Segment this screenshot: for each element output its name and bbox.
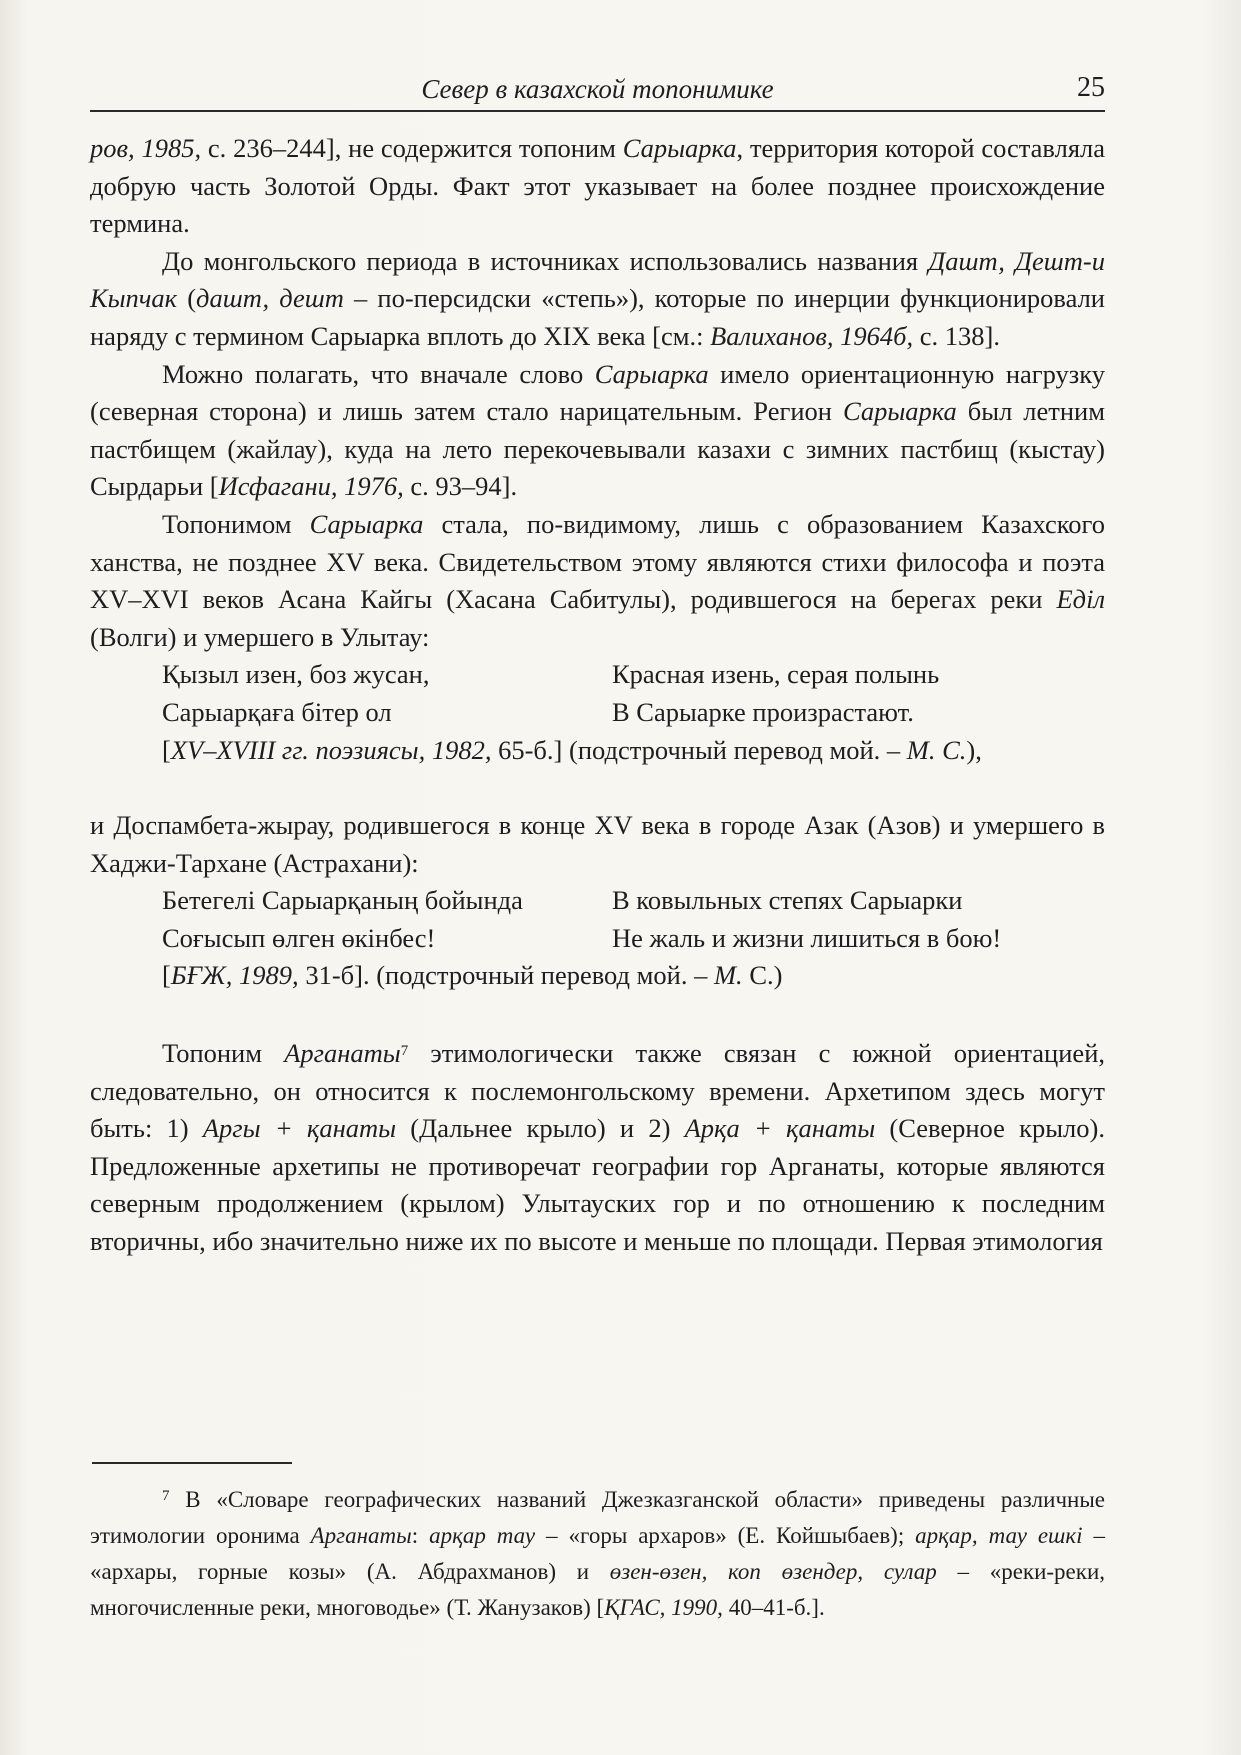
footnote-text [90,1478,1105,1626]
text-run: Топонимом [162,508,310,539]
text-run: [ [162,960,171,991]
text-run: Можно полагать, что вначале слово [162,358,595,389]
text-run: : [411,1523,430,1548]
verse-translation: В ковыльных степях Сарыарки [612,885,963,916]
citation-source: БҒЖ, 1989, [170,960,299,991]
toponym: Сарыарка [622,133,737,163]
citation-author: Валиханов, 1964б, [710,320,914,351]
footnote-separator [92,1462,292,1464]
verse-line [162,920,1105,958]
verse-translation: Красная изень, серая полынь [612,659,940,690]
etymology: өзен-өзен, коп өзендер, сулар [609,1559,937,1584]
paragraph-2 [90,243,1105,356]
text-run: , территория которой составляла добрую часть Золотой Орды. Факт этот указывает на более позднее происхождение термина. [90,133,1105,239]
text-run: – «горы архаров» (Е. Койшыбаев); [535,1523,916,1548]
paragraph-3 [90,356,1105,506]
toponym: Сарыарка [594,358,709,389]
text-run: был летним пастбищем (жайлау), куда на лето перекочевывали казахи с зимних пастбищ (кыстау) Сырдарьи [ [90,396,1106,502]
text-run: с. 93–94]. [403,471,518,502]
toponym: Дашт, Дешт-и Кыпчак [90,245,1105,314]
text-run: ), [966,734,982,765]
text-run: и Доспамбета-жырау, родившегося в конце XV века в городе Азак (Азов) и умершего в Хаджи-Тархане (Астрахани): [90,810,1105,878]
verse-translation: В Сарыарке произрастают. [612,696,914,727]
verse-block-2 [162,882,1105,995]
verse-citation [162,957,1105,995]
text-run: – «архары, горные козы» (А. Абдрахманов) и [90,1523,1106,1584]
page-header [90,70,1105,112]
citation-author: Исфагани, 1976, [218,471,404,502]
citation-author: ров, 1985, [90,133,202,163]
verse-block-1 [162,656,1105,769]
paragraph-1 [90,130,1105,243]
text-run: До монгольского периода в источниках использовались названия [162,245,929,276]
verse-citation [162,732,1105,770]
citation-source: XV–XVIII гг. поэзиясы, 1982, [170,734,492,765]
main-text [90,130,1105,1261]
text-run: – «реки-реки, многочисленные реки, многоводье» (Т. Жанузаков) [ [90,1559,1106,1620]
verse-line [162,882,1105,920]
citation-author: М. С. [906,734,967,765]
paragraph-4 [90,506,1105,656]
text-run: этимологически также связан с южной ориентацией, следовательно, он относится к послемонгольскому времени. Архетипом здесь могут быть: 1) [90,1038,1105,1144]
toponym: Сарыарка [309,508,424,539]
text-run: с. 236–244], не содержится топоним [201,133,623,163]
verse-line [162,656,1105,694]
text-run: С.) [742,960,783,991]
citation-source: ҚГАС, 1990, [604,1595,723,1620]
footnote-7 [90,1478,1105,1626]
text-run: Топоним [162,1038,285,1069]
etymology: арқар, тау ешкі [915,1523,1083,1548]
river-name: Еділ [1056,584,1105,615]
text-run: (Волги) и умершего в Улытау: [90,621,430,652]
archetype: Арқа + қанаты [684,1113,876,1144]
text-run: [ [162,734,171,765]
text-run: 31-б]. (подстрочный перевод мой. – [298,960,714,991]
verse-original: Соғысып өлген өкінбес! [162,922,436,953]
text-run: с. 138]. [913,320,1000,351]
etymology: арқар тау [429,1523,536,1548]
text-run: (Северное крыло). Предложенные архетипы не противоречат географии гор Арганаты, которые являются северным продолжением (крылом) Улытауских гор и по отношению к последним вторичны, ибо значительно ниже их по высоте и меньше по площади. Первая этимология [90,1113,1105,1257]
text-run: стала, по-видимому, лишь с образованием Казахского ханства, не позднее XV века. Свидетельством этому являются стихи философа и поэта XV–XVI веков Асана Кайгы (Хасана Сабитулы), родившегося на берегах реки [90,508,1105,615]
text-run: имело ориентационную нагрузку (северная сторона) и лишь затем стало нарицательным. Регион [90,358,1106,427]
term: дашт, дешт [196,283,344,314]
verse-original: Қызыл изен, боз жусан, [162,659,430,690]
text-run: (Дальнее крыло) и 2) [396,1113,685,1144]
text-run: 40–41-б.]. [722,1595,825,1620]
paragraph-6 [90,1033,1105,1261]
text-run: 65-б.] (подстрочный перевод мой. – [491,734,907,765]
footnote-marker: 7 [162,1488,170,1504]
paragraph-5 [90,807,1105,882]
verse-original: Бетегелі Сарыарқаның бойында [162,885,523,916]
toponym: Арганаты [284,1038,401,1069]
citation-author: М. [713,960,743,991]
text-run: ( [177,283,197,314]
footnote-reference[interactable]: 7 [400,1043,409,1060]
text-run: – по-персидски «степь»), которые по инерции функционировали наряду с термином Сарыарка вплоть до XIX века [см.: [90,283,1105,351]
page-number: 25 [1077,72,1105,103]
verse-line [162,694,1105,732]
verse-translation: Не жаль и жизни лишиться в бою! [612,922,1002,953]
verse-original: Сарыарқаға бітер ол [162,696,392,727]
archetype: Аргы + қанаты [202,1113,397,1144]
spacer [90,995,1105,1033]
spacer [90,769,1105,807]
text-run: В «Словаре географических названий Джезказганской области» приведены различные этимологии оронима [90,1487,1105,1548]
toponym: Арганаты [310,1523,412,1548]
toponym: Сарыарка [842,396,957,427]
running-title: Север в казахской топонимике [421,74,774,104]
